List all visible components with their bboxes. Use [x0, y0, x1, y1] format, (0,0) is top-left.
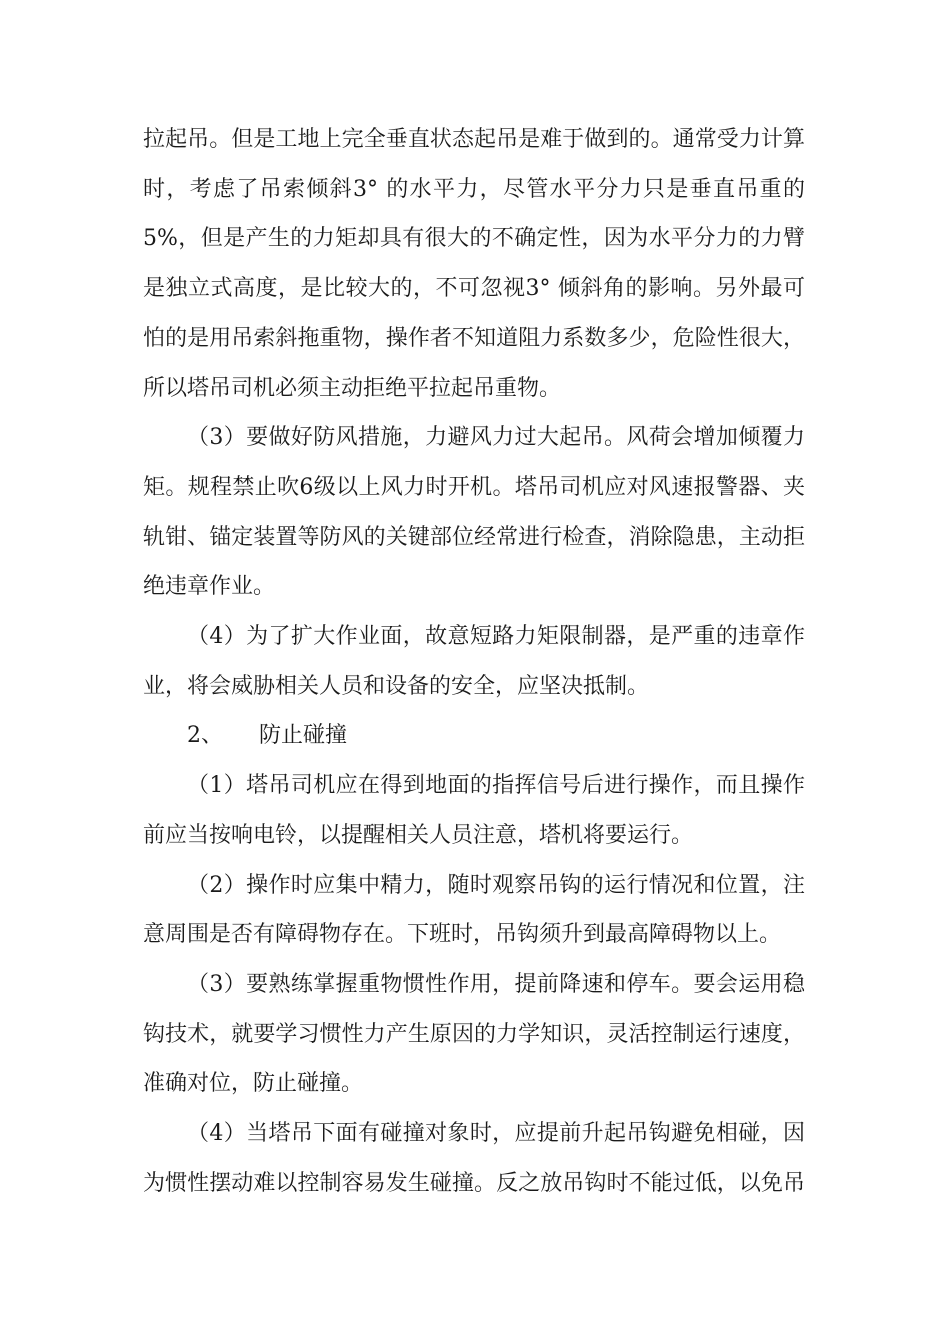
paragraph-item-4-collision: （4）当塔吊下面有碰撞对象时，应提前升起吊钩避免相碰，因为惯性摆动难以控制容易发生碰撞。反之放吊钩时不能过低，以免吊	[143, 1121, 805, 1196]
section-title: 防止碰撞	[259, 723, 348, 749]
paragraph-item-1-signal: （1）塔吊司机应在得到地面的指挥信号后进行操作，而且操作前应当按响电铃，以提醒相关人员注意，塔机将要运行。	[143, 773, 805, 848]
paragraph-item-3-wind: （3）要做好防风措施，力避风力过大起吊。风荷会增加倾覆力矩。规程禁止吹6级以上风力时开机。塔吊司机应对风速报警器、夹轨钳、锚定装置等防风的关键部位经常进行检查，消除隐患，主动拒绝违章作业。	[143, 425, 805, 600]
paragraph-continuation: 拉起吊。但是工地上完全垂直状态起吊是难于做到的。通常受力计算时，考虑了吊索倾斜3° 的水平力，尽管水平分力只是垂直吊重的5%，但是产生的力矩却具有很大的不确定性，因为水平分力的力臂是独立式高度，是比较大的，不可忽视3° 倾斜角的影响。另外最可怕的是用吊索斜拖重物，操作者不知道阻力系数多少，危险性很大，所以塔吊司机必须主动拒绝平拉起吊重物。	[143, 127, 805, 401]
paragraph-item-3-inertia: （3）要熟练掌握重物惯性作用，提前降速和停车。要会运用稳钩技术，就要学习惯性力产生原因的力学知识，灵活控制运行速度，准确对位，防止碰撞。	[143, 971, 805, 1097]
document-body	[143, 115, 805, 1208]
paragraph-item-2-attention: （2）操作时应集中精力，随时观察吊钩的运行情况和位置，注意周围是否有障碍物存在。下班时，吊钩须升到最高障碍物以上。	[143, 872, 805, 948]
section-number: 2、	[187, 723, 223, 749]
section-heading	[143, 711, 805, 761]
paragraph-item-4-limiter: （4）为了扩大作业面，故意短路力矩限制器，是严重的违章作业，将会威胁相关人员和设备的安全，应坚决抵制。	[143, 624, 805, 699]
